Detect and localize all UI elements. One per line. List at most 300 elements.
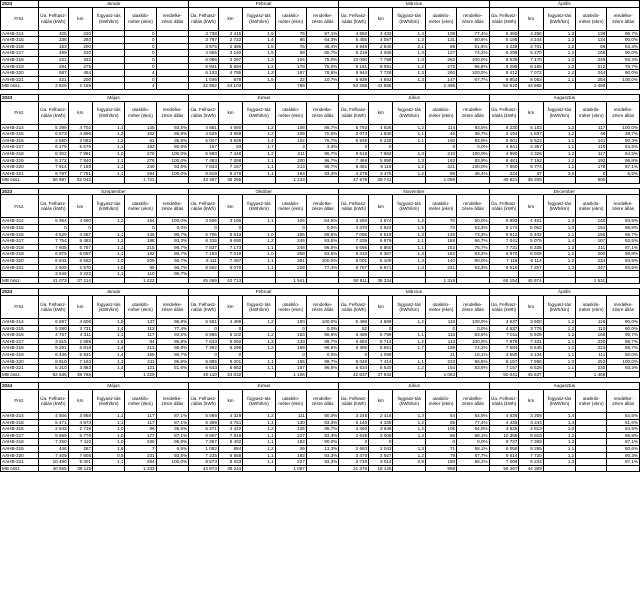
sum-cell: 37 932 bbox=[369, 371, 393, 378]
value-cell: 96,8% bbox=[156, 319, 189, 326]
value-cell: 93,5% bbox=[607, 258, 640, 265]
value-cell: 4 287 bbox=[68, 231, 92, 238]
value-cell: 0 bbox=[275, 325, 306, 332]
value-cell: 5 931 bbox=[68, 351, 92, 358]
sum-cell bbox=[306, 83, 339, 90]
value-cell: 1,4 bbox=[393, 30, 425, 37]
sum-cell bbox=[93, 83, 125, 90]
vehicle-id bbox=[1, 271, 39, 278]
table-row bbox=[1, 332, 640, 339]
value-cell: 1,4 bbox=[93, 325, 125, 332]
value-cell bbox=[576, 459, 607, 466]
table-row bbox=[1, 238, 640, 245]
value-cell: 76,7% bbox=[457, 244, 490, 251]
value-cell: 2 840 bbox=[369, 43, 393, 50]
value-cell: 3 648 bbox=[369, 426, 393, 433]
value-cell: 1,1 bbox=[243, 358, 275, 365]
sum-cell bbox=[393, 83, 425, 90]
value-cell: 5 969 bbox=[38, 432, 68, 439]
value-cell: 0 bbox=[38, 225, 68, 232]
value-cell: 96,7% bbox=[156, 264, 189, 271]
value-cell: 4 326 bbox=[519, 150, 543, 157]
value-cell: 1,5 bbox=[243, 76, 275, 83]
value-cell: 22 bbox=[275, 76, 306, 83]
table-row bbox=[1, 319, 640, 326]
value-cell: 96,7% bbox=[607, 345, 640, 352]
value-cell: 1,2 bbox=[543, 56, 575, 63]
column-header: km bbox=[369, 389, 393, 412]
vehicle-id: AAHB-320 bbox=[1, 70, 39, 77]
value-cell bbox=[156, 37, 189, 44]
value-cell: 71 bbox=[425, 445, 456, 452]
value-cell: 7 068 bbox=[218, 157, 242, 164]
value-cell: 7 110 bbox=[68, 439, 92, 446]
column-header-row bbox=[1, 296, 640, 319]
value-cell: 162 bbox=[425, 251, 456, 258]
value-cell: 7 250 bbox=[38, 439, 68, 446]
value-cell: 182 bbox=[275, 439, 306, 446]
value-cell: 200 bbox=[576, 251, 607, 258]
table-row bbox=[1, 358, 640, 365]
value-cell: 0 bbox=[189, 225, 219, 232]
value-cell: 1,2 bbox=[393, 170, 425, 177]
value-cell: 50,0% bbox=[457, 218, 490, 225]
value-cell: 1,1 bbox=[243, 164, 275, 171]
value-cell: 4 689 bbox=[369, 319, 393, 326]
value-cell: 188 bbox=[125, 238, 156, 245]
sum-cell: 38 265 bbox=[218, 177, 242, 184]
value-cell: 1,2 bbox=[243, 319, 275, 326]
vehicle-id: AAHB-319 bbox=[1, 351, 39, 358]
value-cell: 4 896 bbox=[68, 131, 92, 138]
value-cell: 6 979 bbox=[369, 238, 393, 245]
value-cell: 90,0% bbox=[607, 37, 640, 44]
column-header: utaskilo-méter (ekm) bbox=[125, 7, 156, 30]
column-header: km bbox=[519, 101, 543, 124]
sum-cell: 47 579 bbox=[339, 177, 369, 184]
value-cell: 6 338 bbox=[519, 244, 543, 251]
column-header: utaskilo-méter (ekm) bbox=[275, 389, 306, 412]
column-header: Üa. Felhasz-nálás (kWh) bbox=[189, 195, 219, 218]
column-header: fogyasz-tás (kWh/km) bbox=[393, 195, 425, 218]
sum-cell: 52 636 bbox=[38, 371, 68, 378]
value-cell: 2 062 bbox=[68, 137, 92, 144]
sum-cell: 34 032 bbox=[218, 371, 242, 378]
table-block-2024-4 bbox=[0, 288, 640, 378]
value-cell: 1,1 bbox=[93, 164, 125, 171]
value-cell: 4 529 bbox=[38, 231, 68, 238]
value-cell: 1,0 bbox=[93, 150, 125, 157]
value-cell: 86,7% bbox=[306, 124, 339, 131]
value-cell: 5 483 bbox=[68, 238, 92, 245]
value-cell: 5 185 bbox=[489, 37, 519, 44]
value-cell: 8 853 bbox=[489, 76, 519, 83]
value-cell: 200 bbox=[68, 43, 92, 50]
column-header: utaskilo-méter (ekm) bbox=[275, 7, 306, 30]
value-cell: 211 bbox=[576, 244, 607, 251]
value-cell: 249 bbox=[576, 56, 607, 63]
table-row bbox=[1, 345, 640, 352]
value-cell: 4 813 bbox=[519, 426, 543, 433]
column-header: rendelke-zésre állás bbox=[306, 296, 339, 319]
vehicle-id: AAHB-318 bbox=[1, 56, 39, 63]
sum-cell: 56 267 bbox=[489, 465, 519, 472]
sum-cell: 1 396 bbox=[425, 83, 456, 90]
value-cell: 51,6% bbox=[607, 419, 640, 426]
data-table bbox=[0, 382, 640, 472]
value-cell: 90,0% bbox=[306, 439, 339, 446]
value-cell: 224 bbox=[489, 170, 519, 177]
value-cell: 100,0% bbox=[607, 124, 640, 131]
value-cell: 7 605 bbox=[38, 244, 68, 251]
value-cell: 6 895 bbox=[189, 358, 219, 365]
sum-cell: 1 059 bbox=[425, 177, 456, 184]
value-cell: 3 575 bbox=[189, 43, 219, 50]
value-cell: 10,7% bbox=[306, 76, 339, 83]
value-cell: 6 975 bbox=[38, 251, 68, 258]
value-cell: 85 bbox=[425, 419, 456, 426]
value-cell: 1,0 bbox=[543, 225, 575, 232]
value-cell: 0,0% bbox=[306, 325, 339, 332]
vehicle-id: AAHB-315 bbox=[1, 419, 39, 426]
month-label: Május bbox=[38, 383, 188, 390]
month-header-row bbox=[1, 94, 640, 101]
column-header: utaskilo-méter (ekm) bbox=[425, 101, 456, 124]
value-cell: 4 506 bbox=[38, 412, 68, 419]
vehicle-id: AAHB-316 bbox=[1, 231, 39, 238]
value-cell: 5 450 bbox=[489, 30, 519, 37]
value-cell: 116 bbox=[576, 319, 607, 326]
value-cell: 6 666 bbox=[339, 244, 369, 251]
column-header: utaskilo-méter (ekm) bbox=[576, 7, 607, 30]
sum-cell bbox=[243, 371, 275, 378]
value-cell: 7 173 bbox=[218, 244, 242, 251]
table-block-2024-5 bbox=[0, 382, 640, 472]
value-cell: 3 248 bbox=[339, 412, 369, 419]
value-cell: 209 bbox=[125, 258, 156, 265]
month-label: Március bbox=[339, 289, 489, 296]
value-cell: 51,6% bbox=[156, 365, 189, 372]
sum-cell bbox=[93, 465, 125, 472]
sum-cell: 52 820 bbox=[489, 83, 519, 90]
value-cell: 177 bbox=[125, 432, 156, 439]
value-cell: 96,8% bbox=[156, 338, 189, 345]
value-cell: 4 702 bbox=[68, 124, 92, 131]
sum-cell bbox=[607, 371, 640, 378]
value-cell: 1,1 bbox=[93, 144, 125, 151]
value-cell: 1,1 bbox=[93, 419, 125, 426]
value-cell: 1 837 bbox=[519, 131, 543, 138]
value-cell: 7 981 bbox=[68, 150, 92, 157]
value-cell: 8 436 bbox=[38, 351, 68, 358]
value-cell: 87,1% bbox=[607, 244, 640, 251]
value-cell: 96,8% bbox=[156, 439, 189, 446]
value-cell: 6 067 bbox=[68, 251, 92, 258]
value-cell: 8 481 bbox=[489, 157, 519, 164]
value-cell: 5 799 bbox=[369, 332, 393, 339]
value-cell: 157 bbox=[189, 144, 219, 151]
value-cell: 0,9 bbox=[393, 459, 425, 466]
value-cell: 93,5% bbox=[156, 124, 189, 131]
column-header: fogyasz-tás (kWh/km) bbox=[92, 195, 124, 218]
value-cell: 38,7% bbox=[607, 131, 640, 138]
value-cell: 1,2 bbox=[243, 445, 275, 452]
value-cell: 200 bbox=[68, 76, 92, 83]
value-cell: 221 bbox=[425, 164, 456, 171]
value-cell: 9 395 bbox=[339, 345, 369, 352]
column-header: fogyasz-tás (kWh/km) bbox=[243, 296, 275, 319]
value-cell: 223 bbox=[576, 345, 607, 352]
column-header: fogyasz-tás (kWh/km) bbox=[543, 389, 575, 412]
sum-cell bbox=[457, 465, 490, 472]
value-cell: 108 bbox=[275, 124, 306, 131]
value-cell: 234 bbox=[576, 258, 607, 265]
year-label: 2023 bbox=[1, 1, 39, 8]
value-cell: 100,0% bbox=[607, 358, 640, 365]
value-cell: 90,0% bbox=[607, 70, 640, 77]
table-row bbox=[1, 264, 640, 271]
value-cell: 2 416 bbox=[369, 412, 393, 419]
table-row bbox=[1, 445, 640, 452]
value-cell: 134 bbox=[576, 37, 607, 44]
value-cell: 2 043 bbox=[369, 445, 393, 452]
column-header: utaskilo-méter (ekm) bbox=[576, 101, 607, 124]
value-cell: 9 401 bbox=[68, 459, 92, 466]
value-cell bbox=[92, 225, 124, 232]
value-cell: 8 787 bbox=[38, 170, 68, 177]
value-cell: 211 bbox=[275, 150, 306, 157]
value-cell: 1,2 bbox=[393, 365, 425, 372]
value-cell: 26 bbox=[275, 445, 306, 452]
table-row bbox=[1, 30, 640, 37]
value-cell: 1,1 bbox=[243, 459, 275, 466]
value-cell: 3 470 bbox=[339, 452, 369, 459]
value-cell: 10 090 bbox=[339, 56, 369, 63]
value-cell bbox=[156, 50, 189, 57]
value-cell: 1,2 bbox=[243, 426, 275, 433]
table-row bbox=[1, 351, 640, 358]
value-cell: 3 293 bbox=[339, 218, 369, 225]
sum-cell: 18 126 bbox=[369, 465, 393, 472]
value-cell: 1,0 bbox=[543, 358, 575, 365]
vehicle-id: AAHB-314 bbox=[1, 124, 39, 131]
value-cell: 0,0% bbox=[457, 144, 490, 151]
column-header: rendelke-zésre állás bbox=[156, 389, 189, 412]
month-label: December bbox=[489, 188, 639, 195]
value-cell: 5 298 bbox=[489, 50, 519, 57]
value-cell: 1,2 bbox=[243, 332, 275, 339]
table-row bbox=[1, 218, 640, 225]
value-cell: 93,5% bbox=[457, 332, 490, 339]
value-cell: 1,0 bbox=[92, 264, 124, 271]
value-cell: 1,1 bbox=[543, 76, 575, 83]
value-cell: 3 140 bbox=[218, 50, 242, 57]
value-cell: 108 bbox=[425, 30, 456, 37]
table-row bbox=[1, 432, 640, 439]
column-header-row bbox=[1, 195, 640, 218]
value-cell: 1,1 bbox=[93, 157, 125, 164]
value-cell: 4 751 bbox=[218, 419, 242, 426]
column-header: rendelke-zésre állás bbox=[306, 7, 339, 30]
value-cell bbox=[393, 351, 425, 358]
value-cell: 7 584 bbox=[489, 345, 519, 352]
value-cell: 1,5 bbox=[243, 50, 275, 57]
sum-cell bbox=[393, 177, 425, 184]
value-cell: 5 912 bbox=[489, 231, 519, 238]
value-cell: 4 460 bbox=[339, 426, 369, 433]
sum-cell: 43 367 bbox=[189, 177, 219, 184]
value-cell: 111 bbox=[275, 412, 306, 419]
value-cell: 227 bbox=[275, 432, 306, 439]
month-label: Február bbox=[189, 289, 339, 296]
value-cell: 163 bbox=[275, 332, 306, 339]
value-cell: 7 008 bbox=[489, 459, 519, 466]
value-cell: 0 bbox=[218, 351, 242, 358]
value-cell: 2 560 bbox=[38, 137, 68, 144]
sum-cell bbox=[543, 277, 575, 284]
value-cell: 0,9 bbox=[93, 452, 125, 459]
value-cell: 213 bbox=[125, 345, 156, 352]
value-cell: 6 941 bbox=[189, 63, 219, 70]
value-cell: 1,1 bbox=[543, 137, 575, 144]
value-cell: 1,1 bbox=[543, 231, 575, 238]
value-cell: 7 257 bbox=[519, 264, 543, 271]
value-cell: 213 bbox=[275, 164, 306, 171]
value-cell: 1,1 bbox=[93, 332, 125, 339]
value-cell: 6 387 bbox=[369, 251, 393, 258]
value-cell: 4 826 bbox=[369, 124, 393, 131]
value-cell: 7 731 bbox=[489, 244, 519, 251]
value-cell bbox=[576, 439, 607, 446]
column-header: Üa. Felhasz-nálás (kWh) bbox=[339, 7, 369, 30]
value-cell: 5 140 bbox=[339, 419, 369, 426]
value-cell: 110 bbox=[576, 144, 607, 151]
sum-cell bbox=[457, 371, 490, 378]
value-cell: 5 299 bbox=[38, 124, 68, 131]
value-cell: 96,7% bbox=[607, 231, 640, 238]
value-cell: 1,3 bbox=[393, 50, 425, 57]
value-cell: 100,0% bbox=[156, 218, 189, 225]
sum-cell: 45 369 bbox=[189, 277, 219, 284]
sum-cell: 45 537 bbox=[519, 371, 543, 378]
value-cell: 64,5% bbox=[607, 426, 640, 433]
value-cell: 0 bbox=[425, 144, 456, 151]
value-cell: 54,8% bbox=[457, 412, 490, 419]
value-cell bbox=[393, 325, 425, 332]
value-cell: 8 118 bbox=[369, 164, 393, 171]
sum-cell bbox=[306, 277, 339, 284]
value-cell: 0 bbox=[125, 50, 156, 57]
column-header: utaskilo-méter (ekm) bbox=[425, 195, 456, 218]
column-header: rendelke-zésre állás bbox=[607, 101, 640, 124]
value-cell: 58,1% bbox=[457, 432, 490, 439]
table-row bbox=[1, 70, 640, 77]
value-cell: 93,3% bbox=[306, 452, 339, 459]
value-cell: 84 bbox=[125, 338, 156, 345]
value-cell: 57,1% bbox=[306, 30, 339, 37]
value-cell: 96,7% bbox=[306, 150, 339, 157]
value-cell: 87,1% bbox=[607, 459, 640, 466]
table-row bbox=[1, 76, 640, 83]
value-cell: 3 646 bbox=[38, 271, 68, 278]
value-cell: 884 bbox=[218, 445, 242, 452]
value-cell: 183 bbox=[125, 144, 156, 151]
value-cell: 76 bbox=[275, 43, 306, 50]
column-header: utaskilo-méter (ekm) bbox=[125, 195, 156, 218]
column-header: fogyasz-tás (kWh/km) bbox=[243, 195, 275, 218]
sum-cell: 38 788 bbox=[68, 371, 92, 378]
value-cell: 5 310 bbox=[38, 365, 68, 372]
vehicle-id: AAHB-321 bbox=[1, 170, 39, 177]
sum-cell: 38 244 bbox=[218, 465, 242, 472]
sum-label: MB össz. bbox=[1, 465, 39, 472]
column-header: Üa. Felhasz-nálás (kWh) bbox=[489, 296, 519, 319]
value-cell: 1,4 bbox=[243, 137, 275, 144]
vehicle-id: AAHB-321 bbox=[1, 365, 39, 372]
column-header: rendelke-zésre állás bbox=[156, 195, 189, 218]
value-cell: 6 230 bbox=[489, 124, 519, 131]
month-label: Augusztus bbox=[489, 383, 639, 390]
sum-cell bbox=[543, 177, 575, 184]
value-cell: 93,5% bbox=[607, 218, 640, 225]
value-cell: 4 767 bbox=[38, 332, 68, 339]
value-cell: 1,2 bbox=[393, 426, 425, 433]
value-cell: 1,1 bbox=[393, 358, 425, 365]
value-cell: 86 bbox=[275, 37, 306, 44]
value-cell: 1,2 bbox=[243, 238, 275, 245]
sum-cell bbox=[607, 465, 640, 472]
value-cell: 0 bbox=[189, 325, 219, 332]
month-header-row bbox=[1, 289, 640, 296]
value-cell: 96,8% bbox=[306, 231, 339, 238]
value-cell: 86,7% bbox=[306, 426, 339, 433]
value-cell: 64,3% bbox=[306, 37, 339, 44]
value-cell: 131 bbox=[425, 37, 456, 44]
sum-label: MB össz. bbox=[1, 83, 39, 90]
column-header: Üa. Felhasz-nálás (kWh) bbox=[189, 389, 219, 412]
column-header: utaskilo-méter (ekm) bbox=[125, 296, 156, 319]
value-cell: 1,4 bbox=[93, 365, 125, 372]
value-cell: 7 560 bbox=[489, 164, 519, 171]
value-cell: 7 116 bbox=[489, 258, 519, 265]
value-cell: 96,7% bbox=[156, 351, 189, 358]
column-header: rendelke-zésre állás bbox=[156, 101, 189, 124]
value-cell: 96,7% bbox=[156, 271, 189, 278]
value-cell: 4 335 bbox=[369, 419, 393, 426]
value-cell: 1,1 bbox=[92, 251, 124, 258]
value-cell: 167 bbox=[576, 238, 607, 245]
value-cell: 2 718 bbox=[68, 426, 92, 433]
column-header: fogyasz-tás (kWh/km) bbox=[393, 389, 425, 412]
value-cell: 80,6% bbox=[156, 144, 189, 151]
vehicle-id: AAHB-315 bbox=[1, 37, 39, 44]
column-header: km bbox=[519, 296, 543, 319]
value-cell: 3 156 bbox=[218, 218, 242, 225]
value-cell: 252 bbox=[576, 358, 607, 365]
value-cell bbox=[156, 70, 189, 77]
value-cell bbox=[543, 271, 575, 278]
value-cell: 3 738 bbox=[189, 30, 219, 37]
table-row bbox=[1, 124, 640, 131]
value-cell: 1,1 bbox=[243, 452, 275, 459]
data-table bbox=[0, 94, 640, 184]
column-header: rendelke-zésre állás bbox=[306, 195, 339, 218]
column-header: Üa. Felhasz-nálás (kWh) bbox=[189, 101, 219, 124]
value-cell: 7 414 bbox=[369, 358, 393, 365]
value-cell bbox=[93, 63, 125, 70]
value-cell: 93,3% bbox=[306, 432, 339, 439]
value-cell: 2 415 bbox=[218, 30, 242, 37]
